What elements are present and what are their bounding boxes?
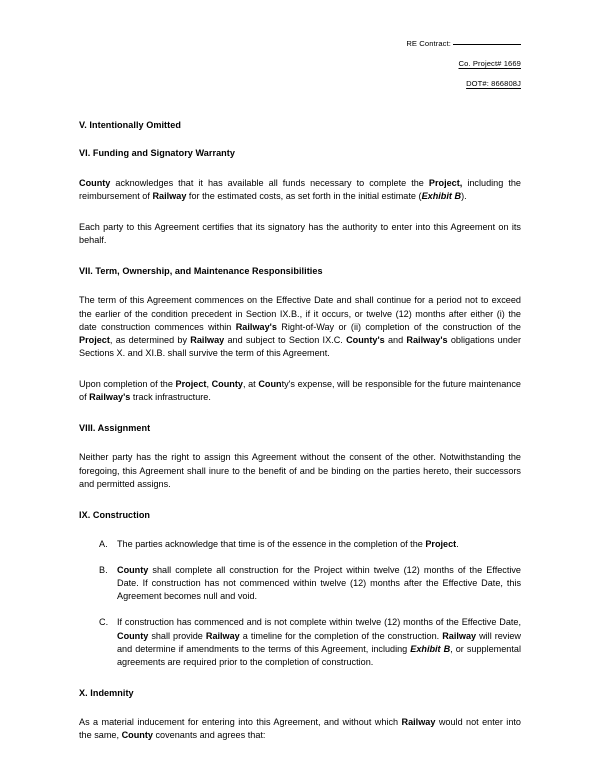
paragraph-viii-1: Neither party has the right to assign this Agreement without the consent of the other. Notwithstanding the foregoing, this Agreement shall inure to the benefit of and be binding on the parties hereto, their successors and permitted assigns. <box>79 452 521 489</box>
document-body <box>79 120 521 742</box>
spacer <box>79 277 521 294</box>
document-header <box>0 40 600 88</box>
term-exhibit-b: Exhibit B <box>421 190 462 201</box>
re-contract-label: RE Contract: <box>406 39 451 48</box>
co-project-number: Co. Project# 1669 <box>458 58 521 68</box>
text-run: , or supplemental agreements are required prior to the completion of construction. <box>117 643 521 667</box>
heading-section-viii: VIII. Assignment <box>79 423 151 434</box>
text-run: acknowledges that it has available all funds necessary to complete the <box>110 177 429 188</box>
term-coun: Coun <box>258 378 282 389</box>
spacer <box>79 247 521 266</box>
list-item <box>79 564 521 603</box>
text-run: will review and determine if amendments to the terms of this Agreement, including <box>117 630 521 654</box>
spacer <box>79 491 521 510</box>
term-county: County <box>121 730 153 741</box>
heading-section-vi: VI. Funding and Signatory Warranty <box>79 148 235 159</box>
term-county: County <box>117 565 149 576</box>
list-item <box>79 538 521 551</box>
term-county: County <box>211 378 243 389</box>
text-run: The parties acknowledge that time is of the essence in the completion of the <box>117 539 426 550</box>
text-run: including the reimbursement of <box>79 177 521 201</box>
text-run: would not enter into the same, <box>79 717 521 741</box>
dot-number: DOT#: 866808J <box>466 78 521 88</box>
text-run: and subject to Section IX.C. <box>224 334 347 345</box>
spacer <box>79 404 521 423</box>
term-railway: Railway <box>401 717 436 728</box>
text-run: The term of this Agreement commences on the Effective Date and shall continue for a period not to exceed the earlier of the condition precedent in Section IX.B., if it occurs, or twelve (12) months after either (i) the date construction commences within <box>79 295 521 332</box>
term-county: County <box>79 177 111 188</box>
term-exhibit-b: Exhibit B <box>410 643 451 654</box>
spacer <box>79 131 521 148</box>
paragraph-vii-2 <box>79 378 521 404</box>
text-run: Right-of-Way or (ii) completion of the construction of the <box>276 321 521 332</box>
text-run: . <box>456 539 459 550</box>
text-run: track infrastructure. <box>130 392 211 403</box>
heading-section-x: X. Indemnity <box>79 687 134 698</box>
text-run: , as determined by <box>109 334 191 345</box>
term-countys: County's <box>346 334 385 345</box>
term-railway: Railway <box>190 334 225 345</box>
construction-list <box>79 538 521 669</box>
text-run: for the estimated costs, as set forth in the initial estimate ( <box>186 190 422 201</box>
term-railway: Railway <box>442 630 477 641</box>
text-run: shall complete all construction for the Project within twelve (12) months of the Effective Date. If construction has not commenced within twelve (12) months after the Effective Date, this Agreement becomes null and void. <box>117 565 521 602</box>
text-run: , <box>206 378 212 389</box>
re-contract-line <box>0 40 521 48</box>
term-railways: Railway's <box>235 321 277 332</box>
text-run: obligations under Sections X. and XI.B. shall survive the term of this Agreement. <box>79 334 521 358</box>
list-item <box>79 616 521 668</box>
spacer <box>79 521 521 538</box>
spacer <box>79 699 521 716</box>
text-run: If construction has commenced and is not complete within twelve (12) months of the Effective Date, <box>117 617 521 628</box>
heading-section-vii: VII. Term, Ownership, and Maintenance Responsibilities <box>79 266 323 277</box>
co-project-line <box>0 60 521 68</box>
list-marker: C. <box>99 617 109 628</box>
heading-section-ix: IX. Construction <box>79 509 151 520</box>
spacer <box>79 434 521 451</box>
term-county: County <box>117 630 149 641</box>
paragraph-vi-1 <box>79 177 521 203</box>
paragraph-x-1 <box>79 716 521 742</box>
term-project: Project <box>425 539 457 550</box>
re-contract-blank-rule <box>453 44 521 45</box>
text-run: Upon completion of the <box>79 378 176 389</box>
text-run: As a material inducement for entering into this Agreement, and without which <box>79 717 402 728</box>
paragraph-vii-1 <box>79 294 521 359</box>
spacer <box>79 669 521 688</box>
text-run: covenants and agrees that: <box>152 730 266 741</box>
term-railways: Railway's <box>89 392 131 403</box>
text-run: , at <box>242 378 259 389</box>
list-marker: B. <box>99 565 108 576</box>
term-railways: Railway's <box>406 334 448 345</box>
term-railway: Railway <box>152 190 187 201</box>
list-marker: A. <box>99 539 108 550</box>
dot-number-line <box>0 80 521 88</box>
text-run: ty's expense, will be responsible for the future maintenance of <box>79 378 521 403</box>
text-run: ). <box>461 190 467 201</box>
term-railway: Railway <box>205 630 240 641</box>
heading-section-v: V. Intentionally Omitted <box>79 120 181 130</box>
spacer <box>79 160 521 177</box>
spacer <box>79 360 521 378</box>
spacer <box>79 203 521 221</box>
term-project: Project, <box>428 177 463 188</box>
term-project: Project <box>175 378 207 389</box>
term-project: Project <box>79 334 110 345</box>
text-run: a timeline for the completion of the construction. <box>239 630 443 641</box>
text-run: shall provide <box>148 630 206 641</box>
paragraph-vi-2: Each party to this Agreement certifies that its signatory has the authority to enter into this Agreement on its behalf. <box>79 221 521 245</box>
text-run: and <box>384 334 407 345</box>
